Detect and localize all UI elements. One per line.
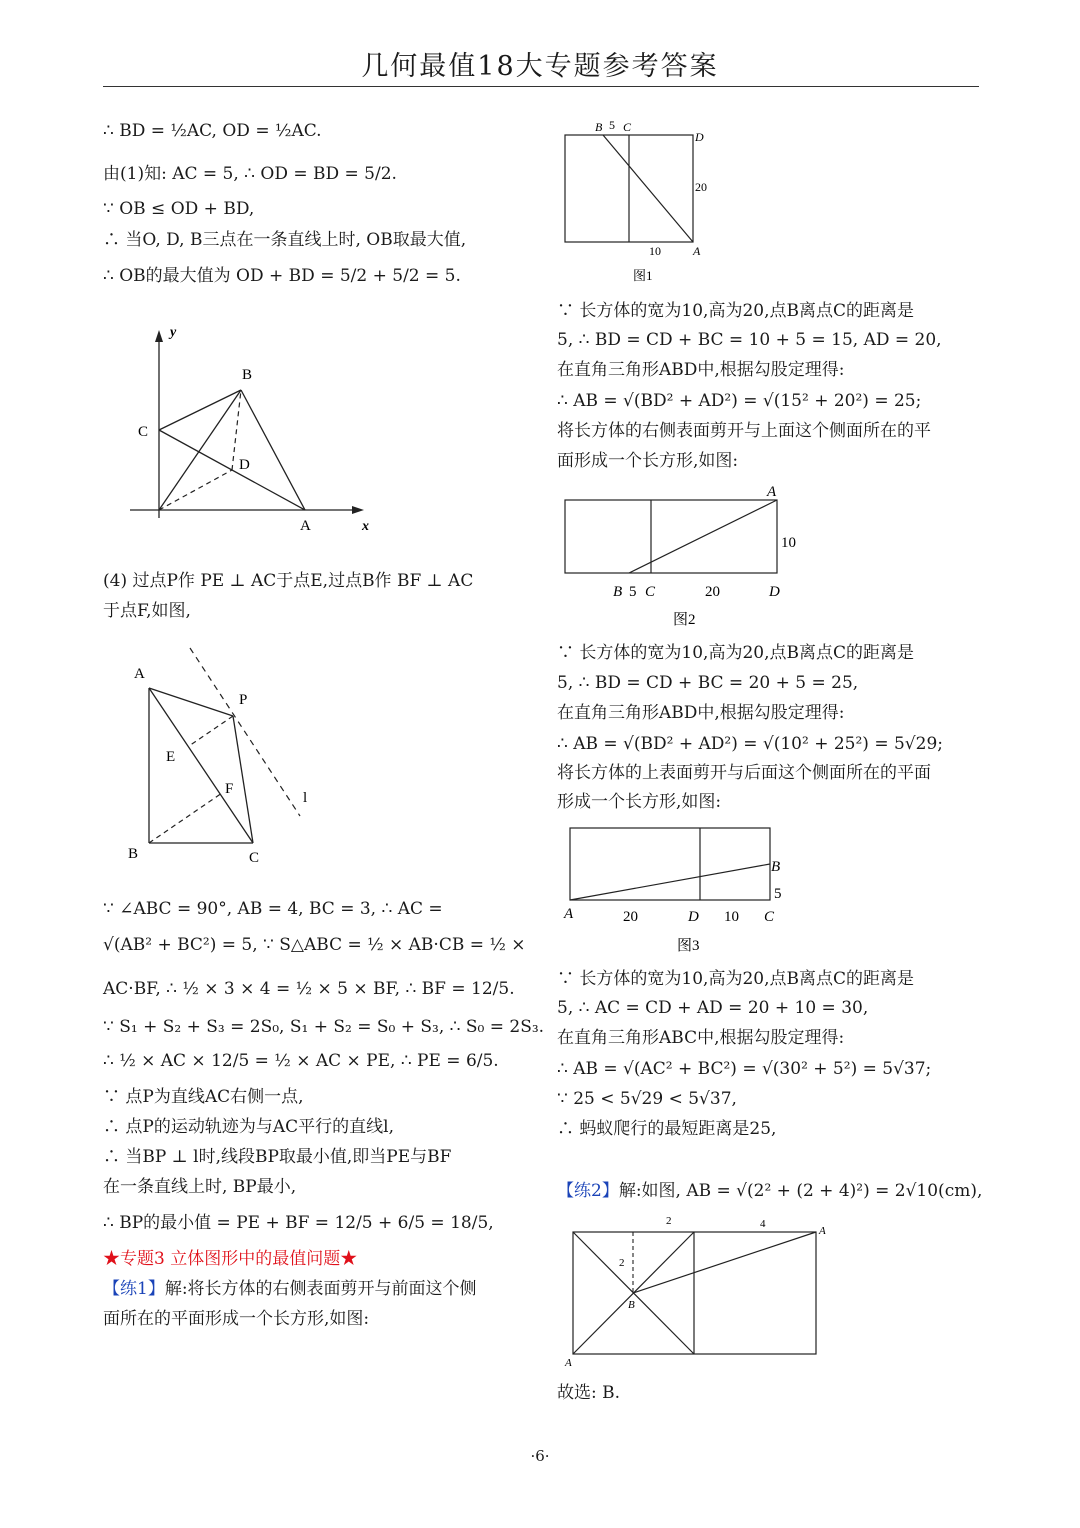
text-line: ∴ AB = √(BD² + AD²) = √(10² + 25²) = 5√29; bbox=[557, 734, 944, 754]
label-d: D bbox=[688, 909, 699, 925]
path-ba bbox=[603, 135, 693, 242]
text-line: 在直角三角形ABC中,根据勾股定理得: bbox=[557, 1028, 845, 1048]
figure-caption: 图2 bbox=[673, 612, 696, 628]
label-5: 5 bbox=[629, 584, 637, 600]
label-c: C bbox=[138, 424, 149, 440]
label-c: C bbox=[645, 584, 656, 600]
label-5: 5 bbox=[609, 118, 615, 132]
page-title: 几何最值18大专题参考答案 bbox=[361, 51, 719, 82]
text-line: ∵ 长方体的宽为10,高为20,点B离点C的距离是 bbox=[557, 643, 914, 663]
text-line: 形成一个长方形,如图: bbox=[557, 792, 722, 812]
text-line: ∴ AB = √(AC² + BC²) = √(30² + 5²) = 5√37; bbox=[557, 1059, 932, 1079]
text-line: ∴ OB的最大值为 OD + BD = 5/2 + 5/2 = 5. bbox=[103, 266, 461, 286]
text-line: ∵ 点P为直线AC右侧一点, bbox=[103, 1087, 304, 1107]
segment-pe bbox=[189, 716, 233, 746]
rectangle bbox=[570, 828, 770, 900]
unfold-figure-3 bbox=[555, 818, 815, 958]
text-line: √(AB² + BC²) = 5, ∵ S△ABC = ½ × AB·CB = ½ × bbox=[103, 935, 526, 955]
text-line: ∴ 蚂蚁爬行的最短距离是25, bbox=[557, 1119, 777, 1139]
text-line: ∵ 长方体的宽为10,高为20,点B离点C的距离是 bbox=[557, 301, 914, 321]
unfold-figure-2 bbox=[555, 478, 815, 630]
label-d: D bbox=[239, 457, 250, 473]
label-f: F bbox=[225, 781, 234, 797]
text-line: 5, ∴ BD = CD + BC = 10 + 5 = 15, AD = 20, bbox=[557, 330, 942, 350]
rectangle bbox=[565, 500, 777, 573]
x-axis-arrow bbox=[352, 506, 364, 514]
coordinate-figure bbox=[120, 320, 390, 540]
label-c: C bbox=[623, 120, 632, 134]
text-line: ∵ OB ≤ OD + BD, bbox=[103, 199, 255, 219]
segment-ap bbox=[149, 688, 233, 716]
path-ba bbox=[633, 1232, 816, 1293]
label-d: D bbox=[695, 130, 704, 144]
text-line: ∵ 长方体的宽为10,高为20,点B离点C的距离是 bbox=[557, 969, 914, 989]
text-line: ∴ BD = ½AC, OD = ½AC. bbox=[103, 121, 322, 141]
text-line: 在一条直线上时, BP最小, bbox=[103, 1177, 297, 1197]
segment-pc bbox=[233, 716, 253, 843]
answer-line: 故选: B. bbox=[557, 1383, 621, 1403]
text-line: 解:如图, AB = √(2² + (2 + 4)²) = 2√10(cm), bbox=[618, 1181, 983, 1201]
label-4: 4 bbox=[760, 1218, 766, 1230]
label-5: 5 bbox=[774, 886, 782, 902]
label-a-right: A bbox=[819, 1225, 826, 1237]
label-a: A bbox=[564, 906, 574, 922]
label-a: A bbox=[693, 244, 701, 258]
segment-bf bbox=[149, 793, 222, 843]
label-10: 10 bbox=[649, 244, 661, 258]
text-line: 面形成一个长方形,如图: bbox=[557, 451, 739, 471]
path-ab bbox=[570, 864, 770, 900]
label-20: 20 bbox=[623, 909, 638, 925]
label-x: x bbox=[362, 519, 369, 534]
label-20: 20 bbox=[705, 584, 720, 600]
label-b: B bbox=[595, 120, 603, 134]
text-line: AC·BF, ∴ ½ × 3 × 4 = ½ × 5 × BF, ∴ BF = 12/5. bbox=[103, 979, 515, 999]
text-line: ∵ 25 < 5√29 < 5√37, bbox=[557, 1089, 737, 1109]
text-line: 将长方体的上表面剪开与后面这个侧面所在的平面 bbox=[557, 763, 931, 783]
text-line: ∴ 当BP ⊥ l时,线段BP取最小值,即当PE与BF bbox=[103, 1147, 452, 1167]
text-line: 5, ∴ AC = CD + AD = 20 + 10 = 30, bbox=[557, 998, 869, 1018]
label-b: B bbox=[128, 846, 139, 862]
text-line: ∴ ½ × AC × 12/5 = ½ × AC × PE, ∴ PE = 6/5. bbox=[103, 1051, 499, 1071]
label-y: y bbox=[170, 325, 177, 340]
label-c: C bbox=[764, 909, 775, 925]
perpendicular-figure bbox=[120, 640, 340, 870]
text-line: 将长方体的右侧表面剪开与上面这个侧面所在的平 bbox=[557, 421, 931, 441]
practice-2-tag: 【练2】 bbox=[557, 1181, 619, 1201]
label-10: 10 bbox=[724, 909, 739, 925]
section-title: ★专题3 立体图形中的最值问题★ bbox=[103, 1249, 358, 1269]
segment-ac bbox=[149, 688, 253, 843]
text-line: 在直角三角形ABD中,根据勾股定理得: bbox=[557, 703, 845, 723]
text-line: ∵ S₁ + S₂ + S₃ = 2S₀, S₁ + S₂ = S₀ + S₃, ∴ S₀ = 2S₃. bbox=[103, 1017, 545, 1037]
text-line: ∴ AB = √(BD² + AD²) = √(15² + 20²) = 25; bbox=[557, 391, 922, 411]
label-a: A bbox=[300, 518, 311, 534]
label-b: B bbox=[771, 859, 781, 875]
practice-1-line bbox=[103, 1278, 477, 1300]
text-line: ∵ ∠ABC = 90°, AB = 4, BC = 3, ∴ AC = bbox=[103, 899, 443, 919]
text-line: ∴ 点P的运动轨迹为与AC平行的直线l, bbox=[103, 1117, 394, 1137]
figure-caption: 图3 bbox=[677, 938, 700, 954]
text-line: 5, ∴ BD = CD + BC = 20 + 5 = 25, bbox=[557, 673, 859, 693]
label-p: P bbox=[239, 692, 248, 708]
label-c: C bbox=[249, 850, 260, 866]
text-line: 在直角三角形ABD中,根据勾股定理得: bbox=[557, 360, 845, 380]
label-a: A bbox=[767, 484, 777, 500]
label-b: B bbox=[628, 1299, 635, 1311]
label-e: E bbox=[166, 749, 176, 765]
label-d: D bbox=[769, 584, 780, 600]
text-line: (4) 过点P作 PE ⊥ AC于点E,过点B作 BF ⊥ AC bbox=[103, 571, 474, 591]
label-a: A bbox=[134, 666, 145, 682]
text-line: ∴ BP的最小值 = PE + BF = 12/5 + 6/5 = 18/5, bbox=[103, 1213, 494, 1233]
segment-od bbox=[159, 470, 232, 510]
label-b: B bbox=[242, 367, 253, 383]
page-number: ·6· bbox=[530, 1447, 550, 1465]
unfold-figure-4 bbox=[555, 1208, 845, 1373]
text-line: 由(1)知: AC = 5, ∴ OD = BD = 5/2. bbox=[103, 164, 397, 184]
segment-ob bbox=[159, 390, 241, 510]
text-line: 面所在的平面形成一个长方形,如图: bbox=[103, 1309, 370, 1329]
text-line: 于点F,如图, bbox=[103, 601, 191, 621]
text-line: 解:将长方体的右侧表面剪开与前面这个侧 bbox=[164, 1279, 477, 1299]
practice-1-tag: 【练1】 bbox=[103, 1279, 165, 1299]
label-2-left: 2 bbox=[619, 1257, 625, 1269]
segment-cb bbox=[159, 390, 241, 430]
y-axis-arrow bbox=[155, 330, 163, 342]
label-l: l bbox=[303, 790, 308, 806]
header-rule bbox=[103, 86, 979, 87]
figure-caption: 图1 bbox=[633, 268, 653, 283]
label-2-top: 2 bbox=[666, 1215, 672, 1227]
label-20: 20 bbox=[695, 180, 707, 194]
label-10: 10 bbox=[781, 535, 796, 551]
label-a-left: A bbox=[565, 1357, 572, 1369]
practice-2-line bbox=[557, 1180, 982, 1202]
label-b: B bbox=[613, 584, 623, 600]
unfold-figure-1 bbox=[555, 115, 725, 290]
text-line: ∴ 当O, D, B三点在一条直线上时, OB取最大值, bbox=[103, 230, 467, 250]
